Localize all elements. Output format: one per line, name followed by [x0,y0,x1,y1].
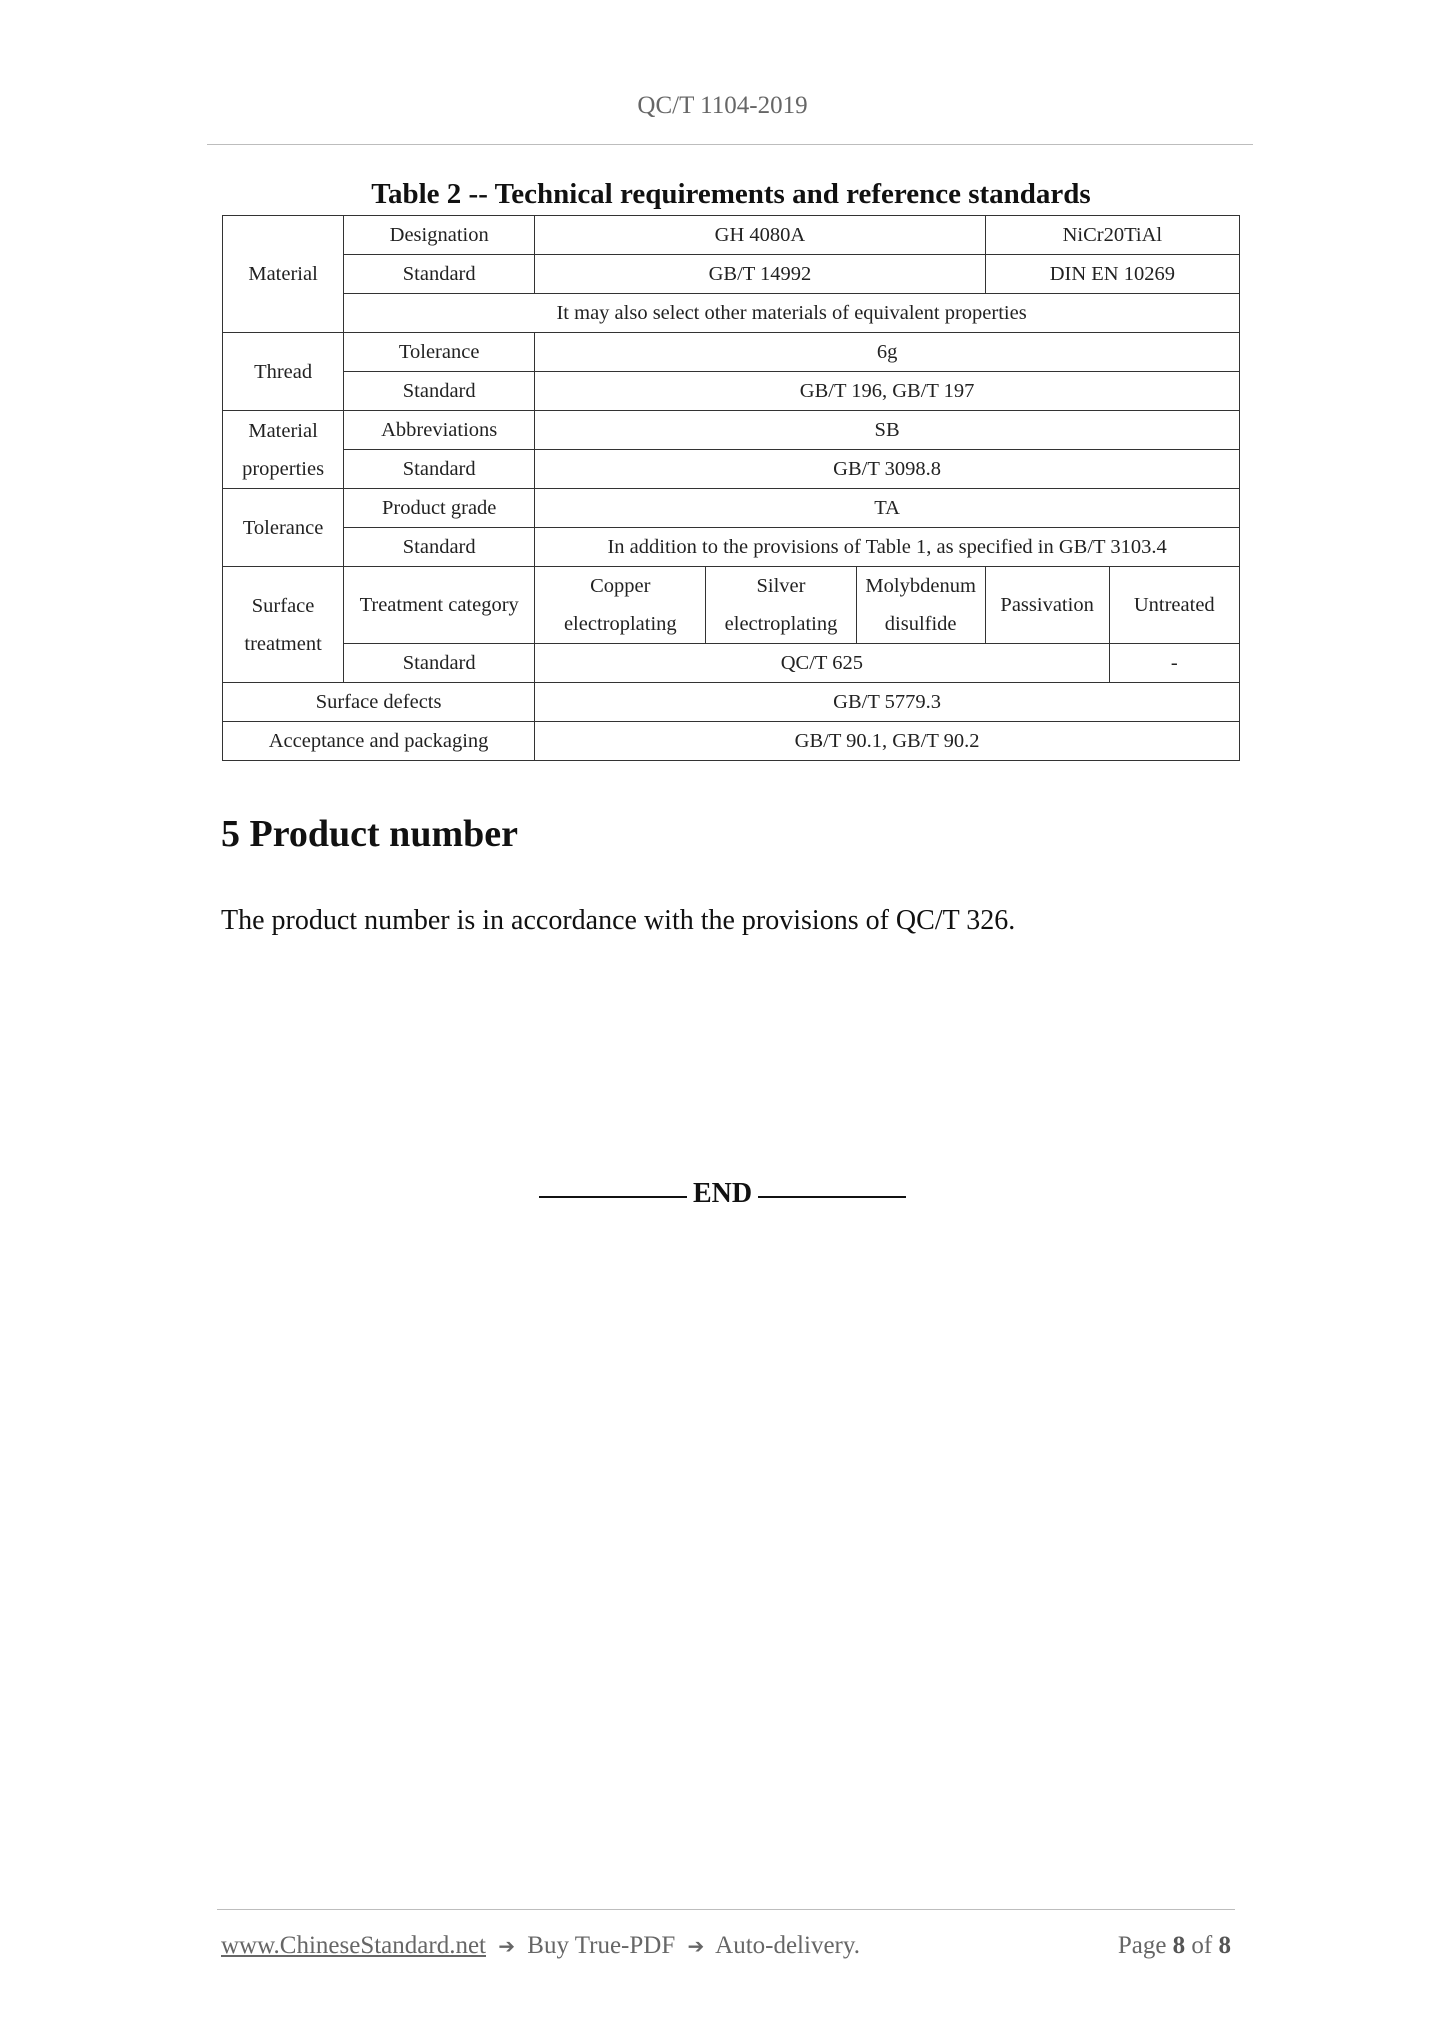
table-row [223,683,1240,722]
row-header-tolerance: Tolerance [223,489,344,567]
cell-line: Copper [590,575,651,597]
cell-molybdenum-disulfide [856,567,985,644]
row-header-acceptance: Acceptance and packaging [223,722,535,761]
cell-properties-standard: GB/T 3098.8 [535,450,1240,489]
cell-line: electroplating [724,613,838,635]
sub-header-standard: Standard [344,450,535,489]
cell-line: electroplating [563,613,677,635]
buy-true-pdf-text: Buy True-PDF [527,1932,676,1959]
page-indicator [1118,1932,1231,1960]
technical-requirements-table [222,215,1240,761]
cell-material-note: It may also select other materials of equivalent properties [344,294,1240,333]
sub-header-product-grade: Product grade [344,489,535,528]
table-row [223,567,1240,644]
sub-header-designation: Designation [344,216,535,255]
table-row [223,372,1240,411]
sub-header-standard: Standard [344,528,535,567]
cell-material-standard-a: GB/T 14992 [535,255,986,294]
page-current: 8 [1172,1932,1186,1959]
page-footer [221,1932,1235,1960]
table-row [223,644,1240,683]
table-row [223,333,1240,372]
table-row [223,722,1240,761]
row-header-line: treatment [244,632,322,655]
sub-header-treatment-category: Treatment category [344,567,535,644]
cell-treatment-standard: QC/T 625 [535,644,1109,683]
table-row [223,255,1240,294]
cell-thread-tolerance: 6g [535,333,1240,372]
header-divider [207,144,1253,145]
cell-surface-defects: GB/T 5779.3 [535,683,1240,722]
row-header-thread: Thread [223,333,344,411]
table-row [223,450,1240,489]
cell-thread-standard: GB/T 196, GB/T 197 [535,372,1240,411]
cell-tolerance-standard: In addition to the provisions of Table 1, as specified in GB/T 3103.4 [535,528,1240,567]
cell-abbreviations: SB [535,411,1240,450]
of-word: of [1191,1932,1213,1959]
footer-divider [217,1909,1235,1910]
section-heading: 5 Product number [221,813,518,855]
row-header-line: Material [248,419,318,442]
sub-header-tolerance: Tolerance [344,333,535,372]
sub-header-standard: Standard [344,255,535,294]
row-header-line: properties [242,457,325,480]
end-rule-right [758,1196,906,1198]
end-rule-left [539,1196,687,1198]
cell-untreated: Untreated [1109,567,1239,644]
page-total: 8 [1218,1932,1231,1959]
row-header-line: Surface [251,594,315,617]
cell-line: Molybdenum [865,575,976,597]
table-row [223,294,1240,333]
arrow-right-icon: ➔ [687,1934,705,1958]
row-header-material-properties [223,411,344,489]
cell-designation-b: NiCr20TiAl [985,216,1239,255]
auto-delivery-text: Auto-delivery. [715,1932,861,1959]
cell-line: Silver [756,575,806,597]
arrow-right-icon: ➔ [498,1934,516,1958]
cell-designation-a: GH 4080A [535,216,986,255]
end-marker [0,1178,1445,1210]
table-row [223,216,1240,255]
table-row [223,489,1240,528]
section-paragraph: The product number is in accordance with the provisions of QC/T 326. [221,905,1016,936]
cell-copper-electroplating [535,567,706,644]
table-caption: Table 2 -- Technical requirements and reference standards [371,178,1091,210]
cell-product-grade: TA [535,489,1240,528]
cell-acceptance: GB/T 90.1, GB/T 90.2 [535,722,1240,761]
sub-header-abbreviations: Abbreviations [344,411,535,450]
cell-silver-electroplating [706,567,856,644]
document-header-id: QC/T 1104-2019 [637,92,808,119]
sub-header-standard: Standard [344,372,535,411]
sub-header-standard: Standard [344,644,535,683]
cell-untreated-standard: - [1109,644,1239,683]
row-header-material: Material [223,216,344,333]
table-row [223,411,1240,450]
cell-material-standard-b: DIN EN 10269 [985,255,1239,294]
page-word: Page [1117,1932,1167,1959]
end-label: END [692,1178,753,1209]
row-header-surface-treatment [223,567,344,683]
table-row [223,528,1240,567]
row-header-surface-defects: Surface defects [223,683,535,722]
website-link[interactable]: www.ChineseStandard.net [221,1932,486,1959]
cell-line: disulfide [884,613,957,635]
cell-passivation: Passivation [985,567,1109,644]
